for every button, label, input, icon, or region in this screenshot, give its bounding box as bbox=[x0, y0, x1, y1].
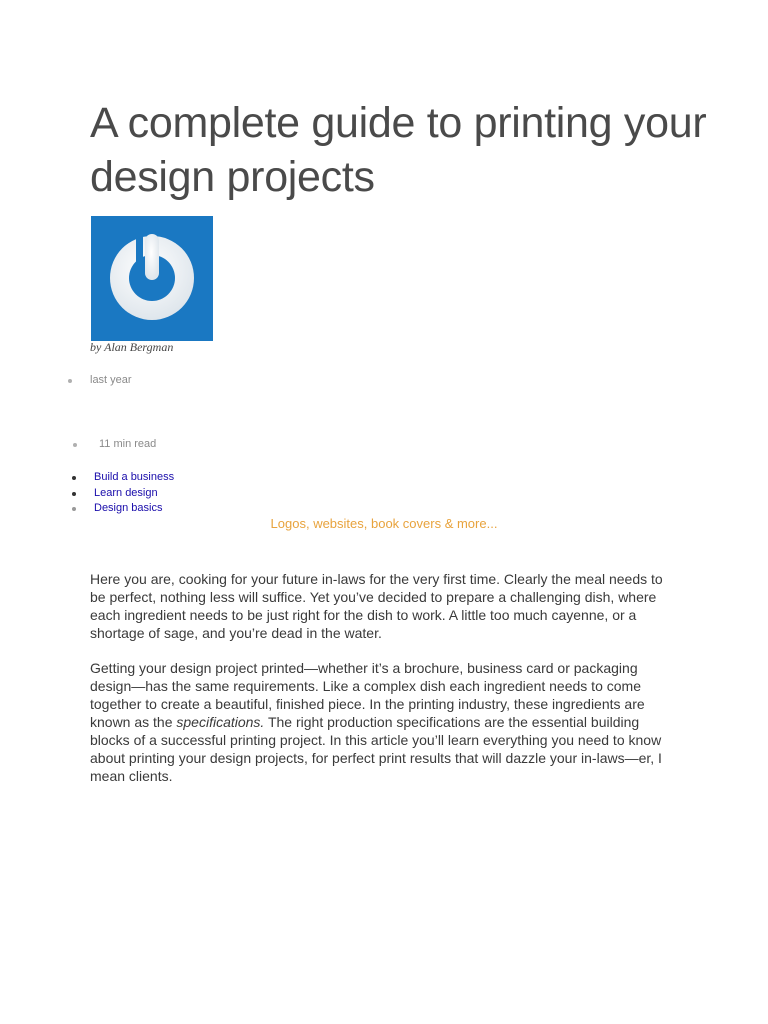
article-title: A complete guide to printing your design projects bbox=[90, 99, 707, 201]
read-time: 11 min read bbox=[99, 438, 157, 450]
body-paragraph bbox=[90, 659, 670, 785]
list-bullet bbox=[72, 507, 76, 511]
tag-link-learn-design[interactable]: Learn design bbox=[94, 486, 158, 499]
power-symbol-icon bbox=[91, 216, 213, 341]
tag-item bbox=[72, 470, 174, 486]
paragraph-text: Getting your design project printed—whether it’s a brochure, business card or packaging design—has the same requirements. Like a complex dish each ingredient needs to come together to create a beautiful, finished piece. In the printing industry, these ingredients are known as the bbox=[90, 660, 645, 730]
list-bullet bbox=[72, 492, 76, 496]
meta-bullet bbox=[68, 379, 72, 383]
posted-date: last year bbox=[90, 374, 132, 386]
tag-list bbox=[72, 470, 174, 517]
tag-link-design-basics[interactable]: Design basics bbox=[94, 502, 163, 514]
tag-link-build-a-business[interactable]: Build a business bbox=[94, 471, 175, 483]
author-byline: by Alan Bergman bbox=[90, 340, 174, 354]
paragraph-text: The right production specifications are the essential building blocks of a successful printing project. In this article you’ll learn everything you need to know about printing your design projects, for perfect print results that will dazzle your in-laws—er, I mean clients. bbox=[90, 714, 662, 784]
tag-item bbox=[72, 501, 174, 517]
list-bullet bbox=[72, 476, 76, 480]
emphasis-text: specifications. bbox=[176, 714, 265, 730]
author-avatar bbox=[91, 216, 213, 341]
promo-banner-text[interactable]: Logos, websites, book covers & more... bbox=[270, 516, 498, 531]
intro-paragraph: Here you are, cooking for your future in-laws for the very first time. Clearly the meal needs to be perfect, nothing less will suffice. Yet you’ve decided to prepare a challenging dish, where each ingredient needs to be just right for the dish to work. A little too much cayenne, or a shortage of sage, and you’re dead in the water. bbox=[90, 571, 663, 641]
tag-item bbox=[72, 486, 174, 502]
meta-bullet bbox=[73, 443, 77, 447]
